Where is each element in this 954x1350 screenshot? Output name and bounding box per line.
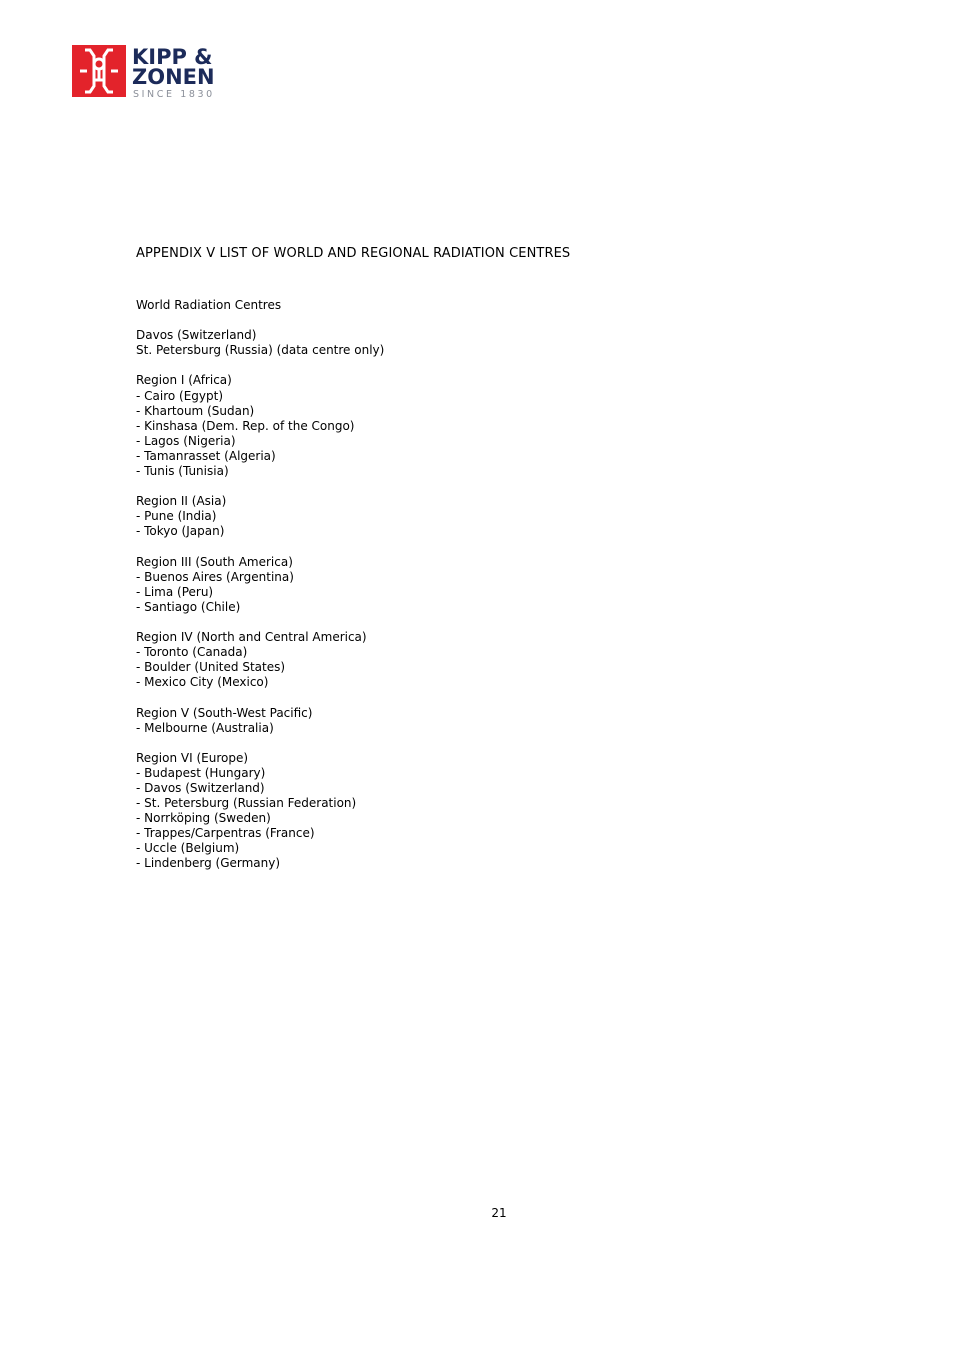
list-item: - Budapest (Hungary) — [136, 765, 266, 780]
region-south-america — [136, 555, 384, 615]
list-item: - Lima (Peru) — [136, 584, 214, 599]
logo-line2: ZONEN — [132, 65, 215, 89]
list-item: - St. Petersburg (Russian Federation) — [136, 796, 357, 811]
list-item: - Lindenberg (Germany) — [136, 856, 281, 871]
logo-graphic — [72, 42, 252, 102]
region-asia — [136, 494, 384, 539]
list-item: - Lagos (Nigeria) — [136, 433, 236, 448]
region-south-west-pacific — [136, 706, 384, 736]
centres-list — [136, 298, 384, 872]
region-title: Region IV (North and Central America) — [136, 630, 367, 645]
page-number: 21 — [491, 1206, 507, 1220]
region-europe — [136, 751, 384, 872]
list-item: - Davos (Switzerland) — [136, 781, 265, 795]
logo-line1: KIPP & — [132, 45, 213, 69]
list-item: - Tunis (Tunisia) — [136, 464, 229, 479]
list-item: - Buenos Aires (Argentina) — [136, 569, 294, 584]
region-title: Region II (Asia) — [136, 494, 227, 509]
world-centre-item: St. Petersburg (Russia) (data centre only) — [136, 343, 385, 358]
list-item: - Toronto (Canada) — [136, 645, 248, 660]
list-item: - Pune (India) — [136, 509, 217, 524]
list-item: - Santiago (Chile) — [136, 599, 241, 614]
world-centres-title: World Radiation Centres — [136, 298, 282, 312]
list-item: - Uccle (Belgium) — [136, 841, 240, 856]
kipp-zonen-logo — [72, 42, 252, 102]
logo-tagline: SINCE 1830 — [133, 89, 215, 100]
page-title: APPENDIX V LIST OF WORLD AND REGIONAL RADIATION CENTRES — [136, 246, 571, 261]
region-title: Region III (South America) — [136, 554, 293, 569]
list-item: - Melbourne (Australia) — [136, 720, 274, 735]
region-title: Region VI (Europe) — [136, 750, 249, 765]
world-centres-block — [136, 328, 384, 358]
region-africa — [136, 373, 384, 479]
list-item: - Boulder (United States) — [136, 660, 286, 675]
list-item: - Kinshasa (Dem. Rep. of the Congo) — [136, 418, 355, 433]
region-north-central-america — [136, 630, 384, 690]
list-item: - Norrköping (Sweden) — [136, 811, 271, 826]
list-item: - Tokyo (Japan) — [136, 524, 225, 539]
world-centre-item: Davos (Switzerland) — [136, 328, 257, 343]
list-item: - Trappes/Carpentras (France) — [136, 826, 315, 841]
list-item: - Cairo (Egypt) — [136, 388, 224, 403]
region-title: Region I (Africa) — [136, 373, 232, 388]
list-item: - Khartoum (Sudan) — [136, 403, 255, 418]
region-title: Region V (South-West Pacific) — [136, 705, 313, 720]
list-item: - Mexico City (Mexico) — [136, 675, 269, 690]
list-item: - Tamanrasset (Algeria) — [136, 448, 276, 463]
